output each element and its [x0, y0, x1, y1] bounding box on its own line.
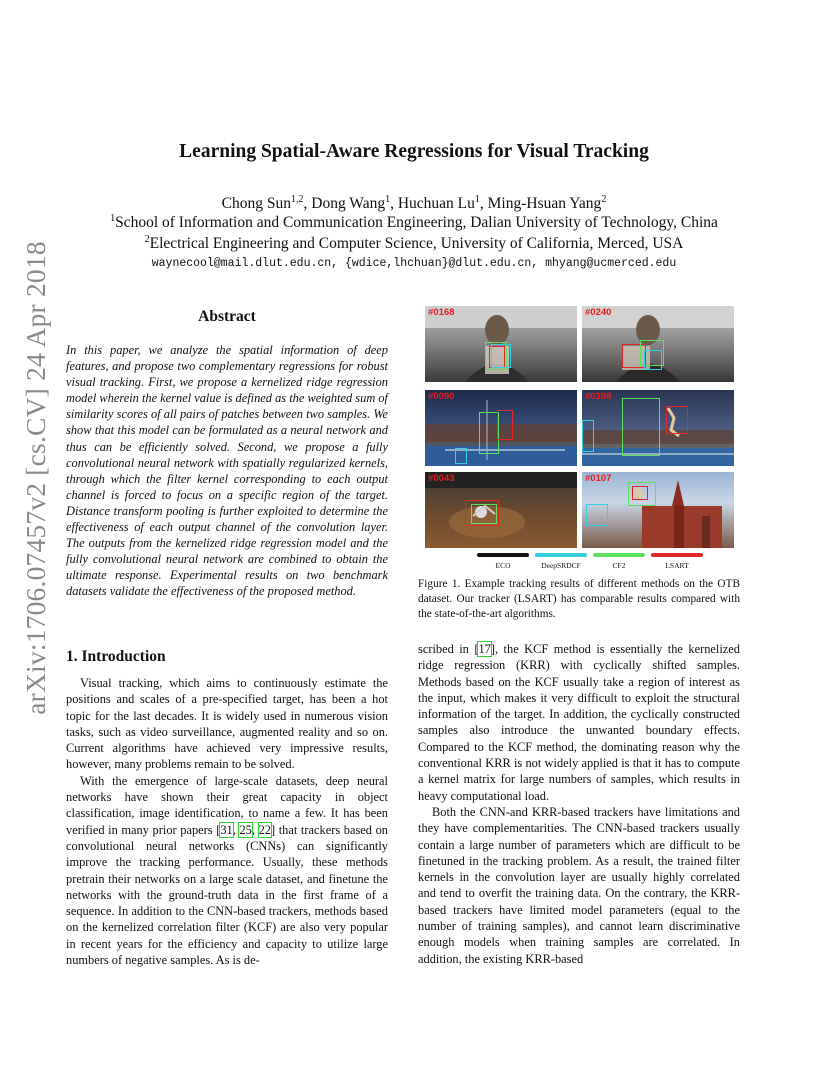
citation-link[interactable]: 22	[258, 822, 271, 837]
arxiv-stamp-text: arXiv:1706.07457v2 [cs.CV] 24 Apr 2018	[20, 241, 51, 715]
intro-paragraph-4: Both the CNN-and KRR-based trackers have limitations and they have complementarities. The CNN-based trackers usually contain a large number of parameters which are difficult to be finetuned in the tracking problem. As a result, the trained filter kernels in the convolution layer are usually highly correlated and tend to overfit the training data. On the contrary, the KRR-based trackers have limited model parameters (equal to the number of training samples), and cannot learn discriminative enough models when training samples are correlated. In addition, the existing KRR-based	[418, 804, 740, 966]
figure-1	[425, 306, 739, 576]
tracking-frame	[425, 306, 577, 382]
deepsrdcf-box	[586, 504, 608, 526]
legend-swatch	[651, 553, 703, 557]
author-sup: 2	[601, 194, 607, 205]
affiliation-2	[0, 235, 828, 253]
legend-swatch	[477, 553, 529, 557]
affiliation-text: Electrical Engineering and Computer Science, University of California, Merced, USA	[149, 235, 684, 252]
legend-item	[477, 553, 529, 570]
paragraph-text: scribed in	[418, 642, 475, 656]
frame-number: #0240	[585, 307, 612, 318]
author-list: Chong Sun$^{1,2}$, Dong Wang$^1$, Huchuan Lu$^1$, Ming-Hsuan Yang$^2$	[221, 194, 607, 212]
paragraph-text: , the KCF method is essentially the kernelized ridge regression (KRR) with cyclically shifted samples. Methods based on the KCF usually take a region of interest as the input, which makes it very difficult to exploit the structural information of the target. In addition, the cyclically constructed samples also introduce the unwanted boundary effects. Compared to the KCF method, the dominating reason why the conventional KRR is not widely applied is that it has to compute a kernel matrix for large numbers of samples, which results in heavy computational load.	[418, 642, 740, 803]
frame-number: #0090	[428, 391, 455, 402]
tracking-frame	[582, 472, 734, 548]
figure-caption: Figure 1. Example tracking results of different methods on the OTB dataset. Our tracker (LSART) has comparable results compared with the state-of-the-art algorithms.	[418, 578, 740, 621]
deepsrdcf-box	[491, 344, 511, 368]
tracking-frame	[425, 472, 577, 548]
tracking-frame	[582, 306, 734, 382]
author-name: Ming-Hsuan Yang	[487, 195, 602, 212]
frame-number: #0168	[428, 307, 455, 318]
deepsrdcf-box	[644, 350, 662, 370]
author-name: Chong Sun	[221, 195, 292, 212]
legend-label: LSART	[665, 561, 689, 570]
cf2-box	[479, 412, 499, 454]
lsart-box	[497, 410, 513, 440]
author-sup: 1	[474, 194, 480, 205]
frame-number: #0108	[585, 391, 612, 402]
intro-paragraph-1: Visual tracking, which aims to continuously estimate the positions and scales of a pre-specified target, has been a hot topic for the last decades. It is widely used in numerous vision tasks, such as video surveillance, augmented reality and so on. Current algorithms have achieved very impressive results, however, many problems remain to be solved.	[66, 676, 388, 772]
affiliation-text: School of Information and Communication Engineering, Dalian University of Technology, China	[115, 214, 718, 231]
intro-paragraph-3: scribed in [17], the KCF method is essentially the kernelized ridge regression (KRR) with cyclically shifted samples. Methods based on the KCF usually take a region of interest as the input, which makes it very difficult to exploit the structural information of the target. In addition, the cyclically constructed samples also introduce the unwanted boundary effects. Compared to the KCF method, the dominating reason why the conventional KRR is not widely applied is that it has to compute a kernel matrix for large numbers of samples, which results in heavy computational load.	[418, 642, 740, 803]
legend-item	[651, 553, 703, 570]
legend-item	[593, 553, 645, 570]
citation-link[interactable]: 17	[478, 642, 491, 656]
left-column-text	[66, 675, 388, 968]
figure-legend	[425, 553, 739, 573]
legend-item	[535, 553, 587, 570]
paper-title: Learning Spatial-Aware Regressions for Visual Tracking	[179, 141, 649, 162]
legend-swatch	[535, 553, 587, 557]
affiliation-sup: 2	[144, 234, 150, 245]
frame-number: #0107	[585, 473, 612, 484]
section-heading-introduction: 1. Introduction	[66, 648, 166, 665]
right-column-text	[418, 641, 740, 967]
citation-link[interactable]: 25	[239, 822, 252, 837]
arxiv-stamp	[4, 241, 68, 715]
paragraph-text: that trackers based on convolutional neural networks (CNNs) can significantly improve the tracking performance. Usually, these methods pretrain their networks on a large scale dataset, and finetune the networks with the ground-truth data in the first frame of a sequence. In addition to the CNN-based trackers, methods based on the kernelized correlation filter (KCF) are also very popular in recent years for the efficiency and capacity to utilize large numbers of negative samples. As is de-	[66, 822, 388, 968]
deepsrdcf-box	[582, 420, 594, 452]
tracking-frame	[582, 390, 734, 466]
tracking-frame	[425, 390, 577, 466]
intro-paragraph-2: With the emergence of large-scale datasets, deep neural networks have shown their great capacity in object classification, image identification, to name a few. It has been verified in many prior papers [31, 25, 22] that trackers based on convolutional neural networks (CNNs) can significantly improve the tracking performance. Usually, these methods pretrain their networks on a large scale dataset, and finetune the networks with the ground-truth data in the first frame of a sequence. In addition to the CNN-based trackers, methods based on the kernelized correlation filter (KCF) are also very popular in recent years for the efficiency and capacity to utilize large numbers of negative samples. As is de-	[66, 773, 388, 968]
author-name: Dong Wang	[311, 195, 386, 212]
legend-swatch	[593, 553, 645, 557]
paragraph-text: With the emergence of large-scale datasets, deep neural networks have shown their great capacity in object classification, image identification, to name a few. It has been verified in many prior papers	[66, 773, 388, 837]
cf2-box	[622, 398, 660, 456]
deepsrdcf-box	[455, 448, 467, 464]
affiliation-sup: 1	[110, 213, 116, 224]
legend-label: CF2	[612, 561, 626, 570]
cf2-box	[471, 504, 497, 524]
frame-number: #0043	[428, 473, 455, 484]
citation-link[interactable]: 31	[220, 822, 233, 837]
author-sup: 1	[385, 194, 391, 205]
author-emails: waynecool@mail.dlut.edu.cn, {wdice,lhchuan}@dlut.edu.cn, mhyang@ucmerced.edu	[151, 257, 677, 270]
lsart-box	[666, 406, 688, 434]
author-name: Huchuan Lu	[397, 195, 475, 212]
legend-label: ECO	[495, 561, 511, 570]
abstract-text: In this paper, we analyze the spatial information of deep features, and propose two complementary regressions for robust visual tracking. First, we propose a kernelized ridge regression model wherein the kernel value is defined as the weighted sum of similarity scores of all pairs of patches between two samples. We show that this model can be formulated as a neural network and thus can be efficiently solved. Second, we propose a fully convolutional neural network with spatially regularized kernels, through which the filter kernel corresponding to each output channel is forced to focus on a specific region of the target. Distance transform pooling is further exploited to determine the effectiveness of each output channel of the convolution layer. The outputs from the kernelized ridge regression model and the fully convolutional neural network are combined to obtain the ultimate response. Experimental results on two benchmark datasets validate the effectiveness of the proposed method.	[66, 343, 388, 599]
affiliation-1	[0, 214, 828, 232]
abstract-heading: Abstract	[198, 308, 256, 325]
legend-label: DeepSRDCF	[541, 561, 581, 570]
author-sup: 1,2	[291, 194, 304, 205]
lsart-box	[632, 486, 648, 500]
